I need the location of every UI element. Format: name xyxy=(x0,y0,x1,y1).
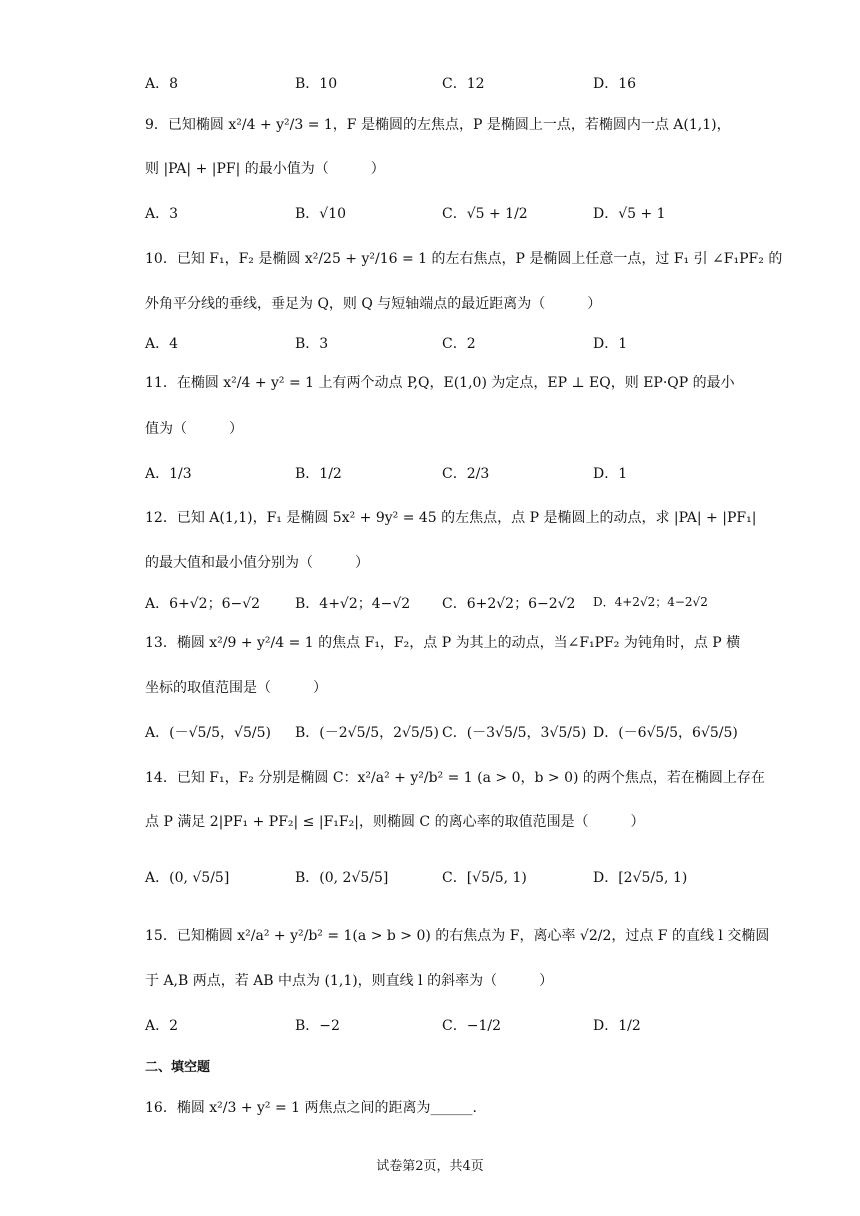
q10-option-c: C．2 xyxy=(442,336,476,352)
q9-option-a: A．3 xyxy=(145,206,179,222)
q15-option-c: C．−1/2 xyxy=(442,1018,501,1034)
q11-option-d: D．1 xyxy=(593,466,628,482)
q11-option-b: B．1/2 xyxy=(295,466,342,482)
q9-stem-line2: 则 |PA| + |PF| 的最小值为（ ） xyxy=(145,161,385,177)
q10-options xyxy=(145,333,845,357)
q9-stem-line1: 9．已知椭圆 x²/4 + y²/3 = 1，F 是椭圆的左焦点，P 是椭圆上一点，若椭圆内一点 A(1,1)， xyxy=(145,117,731,133)
q13-option-c: C．(－3√5/5，3√5/5) xyxy=(442,725,587,741)
q11-option-c: C．2/3 xyxy=(442,466,490,482)
section-heading-fill-in: 二、填空题 xyxy=(145,1060,211,1075)
q16-stem-line1: 16．椭圆 x²/3 + y² = 1 两焦点之间的距离为______. xyxy=(145,1100,477,1116)
q11-option-a: A．1/3 xyxy=(145,466,192,482)
q9-option-c: C．√5 + 1/2 xyxy=(442,206,528,222)
q11-stem-line1: 11．在椭圆 x²/4 + y² = 1 上有两个动点 P,Q，E(1,0) 为定点，EP ⊥ EQ，则 EP·QP 的最小 xyxy=(145,375,735,391)
q13-stem-line2: 坐标的取值范围是（ ） xyxy=(145,680,327,696)
q14-stem-line2: 点 P 满足 2|PF₁ + PF₂| ≤ |F₁F₂|，则椭圆 C 的离心率的取值范围是（ ） xyxy=(145,814,645,830)
q12-stem-line2: 的最大值和最小值分别为（ ） xyxy=(145,555,369,571)
q9-option-d: D．√5 + 1 xyxy=(593,206,666,222)
q15-option-a: A．2 xyxy=(145,1018,179,1034)
q15-options xyxy=(145,1015,845,1039)
q14-stem-line1: 14．已知 F₁，F₂ 分别是椭圆 C：x²/a² + y²/b² = 1 (a > 0，b > 0) 的两个焦点，若在椭圆上存在 xyxy=(145,770,765,786)
q14-option-d: D．[2√5/5, 1) xyxy=(593,870,688,886)
q12-options xyxy=(145,593,845,617)
q10-stem-line2: 外角平分线的垂线，垂足为 Q，则 Q 与短轴端点的最近距离为（ ） xyxy=(145,296,602,312)
q8-option-b: B．10 xyxy=(295,76,338,92)
q15-option-d: D．1/2 xyxy=(593,1018,641,1034)
q13-options xyxy=(145,722,845,746)
q13-option-d: D．(－6√5/5，6√5/5) xyxy=(593,725,738,741)
page-footer: 试卷第2页，共4页 xyxy=(376,1159,484,1174)
q15-stem-line2: 于 A,B 两点，若 AB 中点为 (1,1)，则直线 l 的斜率为（ ） xyxy=(145,973,554,989)
q8-options xyxy=(145,73,845,97)
q12-option-b: B．4+√2；4−√2 xyxy=(295,596,411,612)
q14-option-c: C．[√5/5, 1) xyxy=(442,870,527,886)
q12-option-a: A．6+√2；6−√2 xyxy=(145,596,261,612)
q8-option-d: D．16 xyxy=(593,76,637,92)
q11-options xyxy=(145,463,845,487)
q12-option-c: C．6+2√2；6−2√2 xyxy=(442,596,576,612)
q14-option-a: A．(0, √5/5] xyxy=(145,870,230,886)
q14-option-b: B．(0, 2√5/5] xyxy=(295,870,389,886)
q15-option-b: B．−2 xyxy=(295,1018,340,1034)
q13-option-b: B．(－2√5/5，2√5/5) xyxy=(295,725,439,741)
q12-stem-line1: 12．已知 A(1,1)，F₁ 是椭圆 5x² + 9y² = 45 的左焦点，点 P 是椭圆上的动点，求 |PA| + |PF₁| xyxy=(145,510,757,526)
q11-stem-line2: 值为（ ） xyxy=(145,421,243,437)
q14-options xyxy=(145,867,845,891)
q13-option-a: A．(－√5/5，√5/5) xyxy=(145,725,271,741)
q13-stem-line1: 13．椭圆 x²/9 + y²/4 = 1 的焦点 F₁，F₂，点 P 为其上的动点，当∠F₁PF₂ 为钝角时，点 P 横 xyxy=(145,635,741,651)
q12-option-d: D．4+2√2；4−2√2 xyxy=(593,595,708,609)
q9-option-b: B．√10 xyxy=(295,206,347,222)
q10-option-b: B．3 xyxy=(295,336,329,352)
q10-option-a: A．4 xyxy=(145,336,179,352)
q10-stem-line1: 10．已知 F₁，F₂ 是椭圆 x²/25 + y²/16 = 1 的左右焦点，P 是椭圆上任意一点，过 F₁ 引 ∠F₁PF₂ 的 xyxy=(145,251,783,267)
q8-option-a: A．8 xyxy=(145,76,179,92)
q8-option-c: C．12 xyxy=(442,76,485,92)
q9-options xyxy=(145,203,845,227)
q15-stem-line1: 15．已知椭圆 x²/a² + y²/b² = 1(a > b > 0) 的右焦点为 F，离心率 √2/2，过点 F 的直线 l 交椭圆 xyxy=(145,928,770,944)
q10-option-d: D．1 xyxy=(593,336,628,352)
